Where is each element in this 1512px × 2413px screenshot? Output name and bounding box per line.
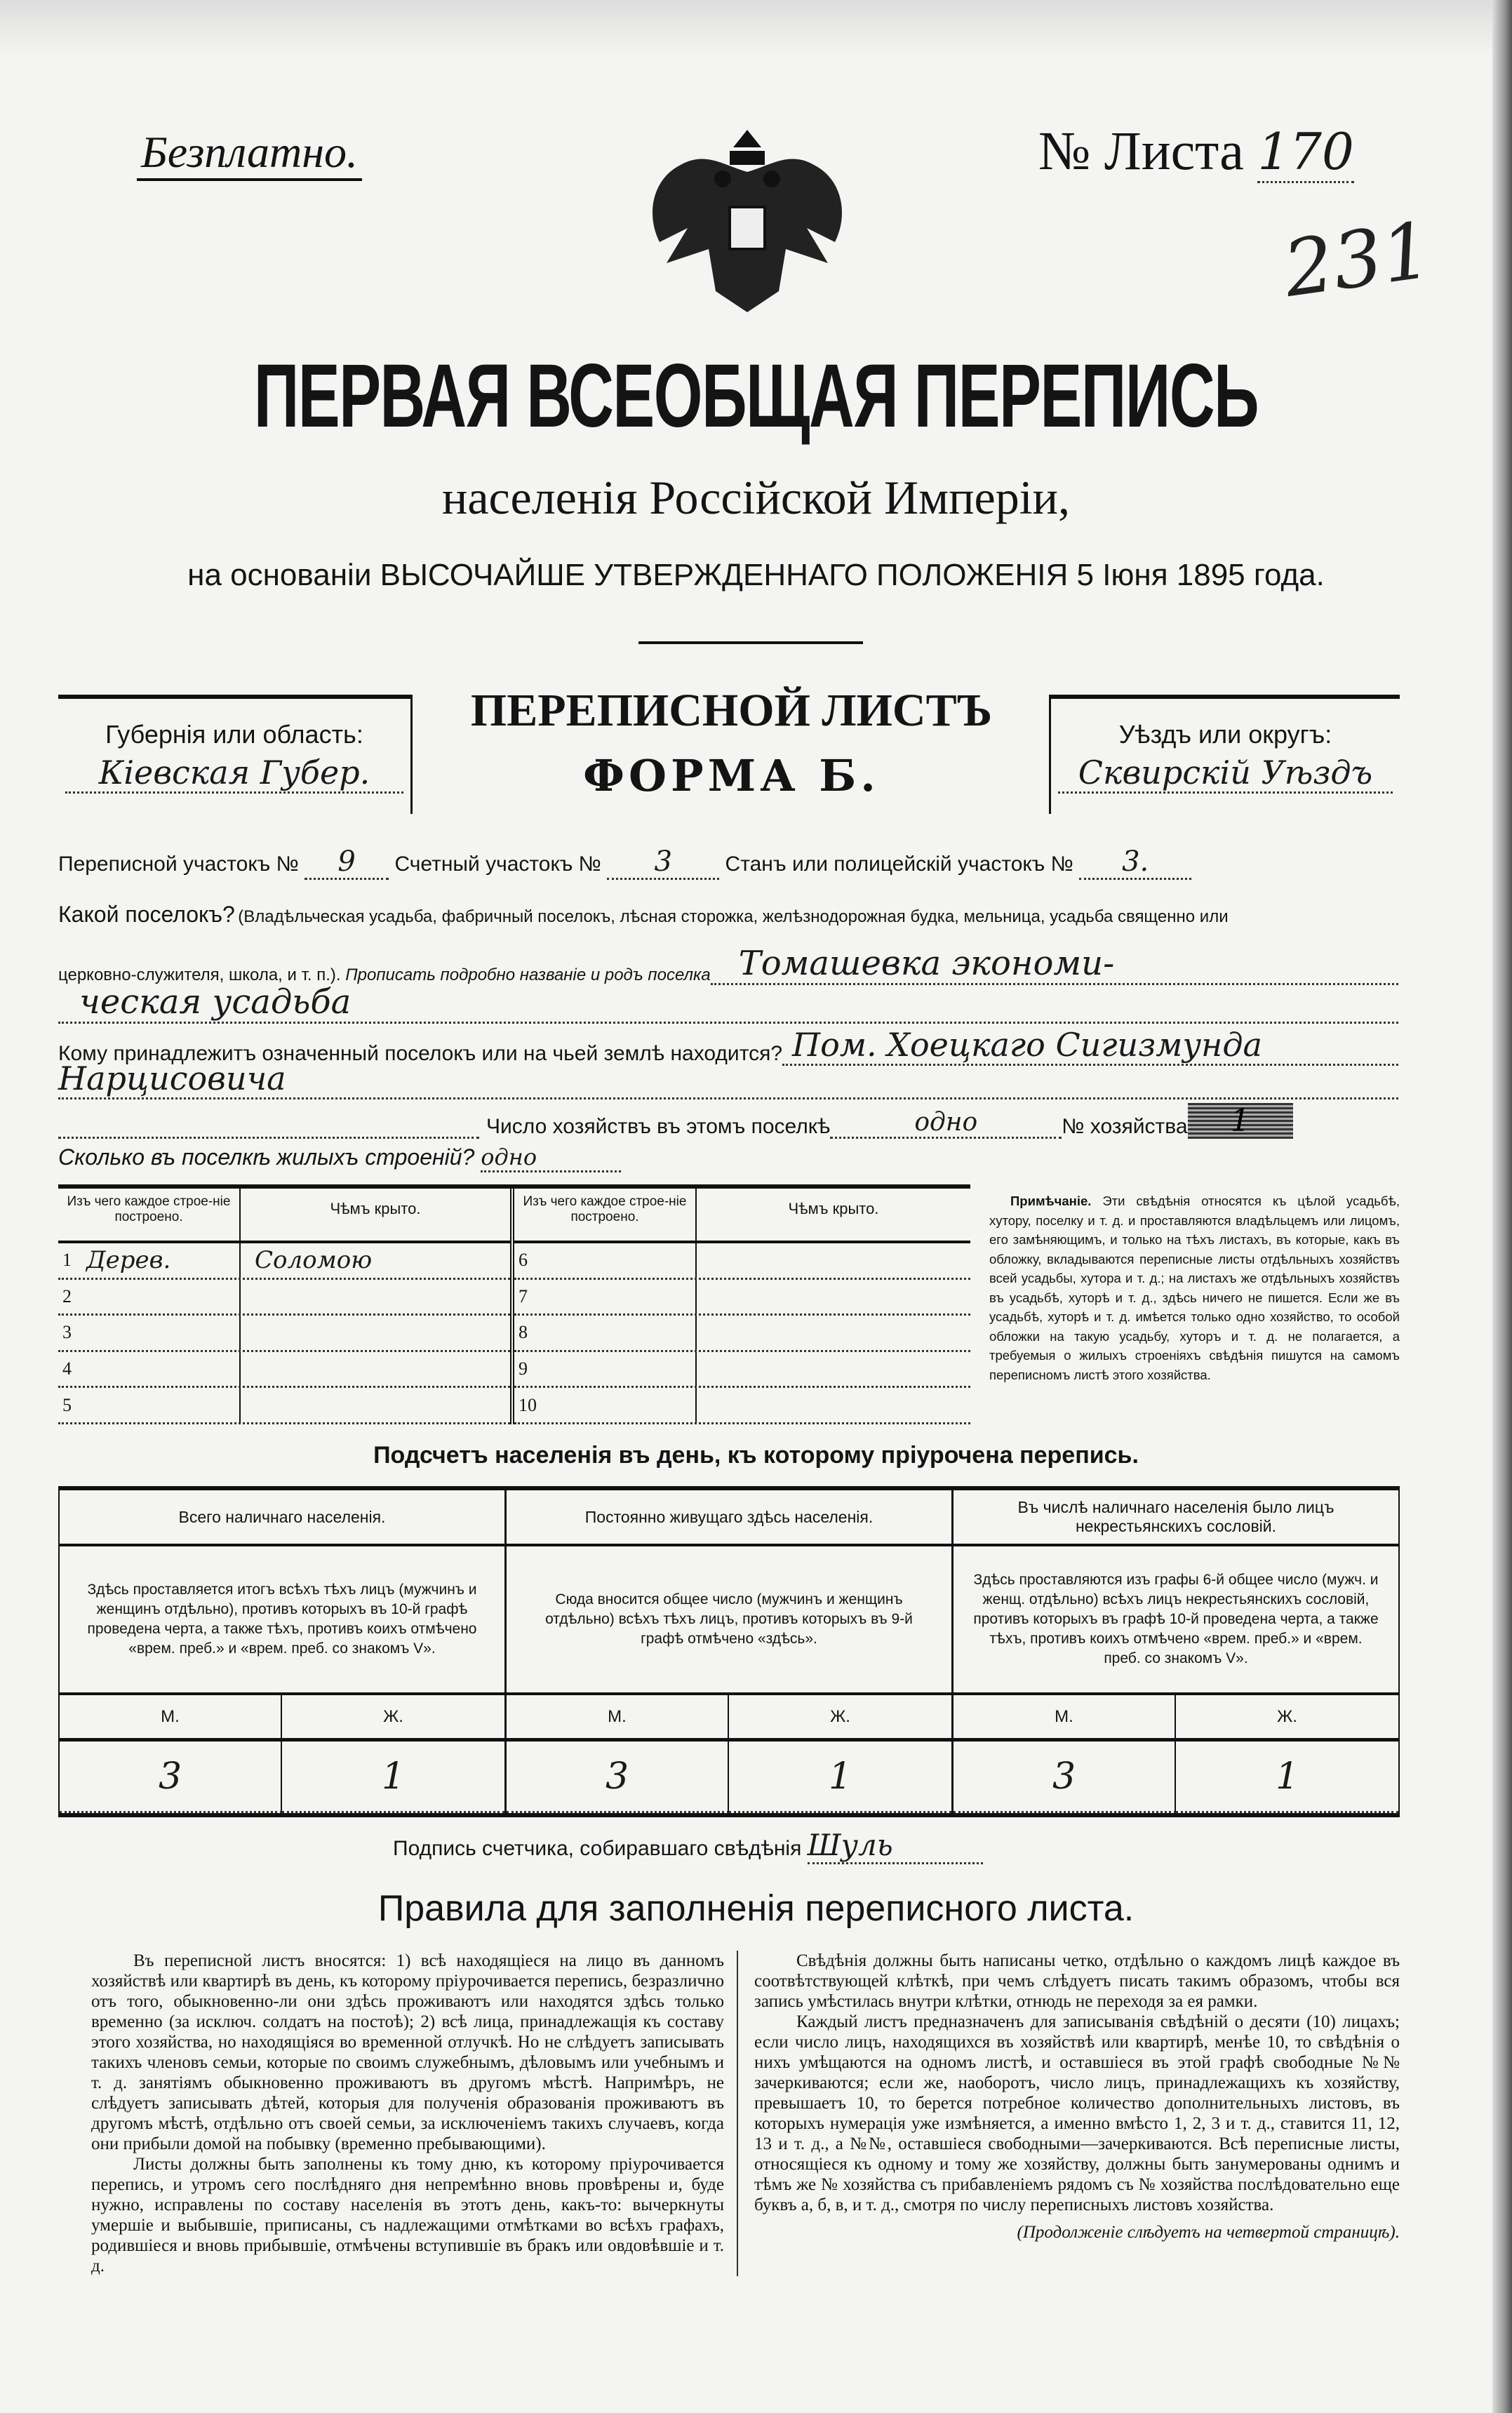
- roof-cell: [697, 1316, 970, 1350]
- table-row: [58, 1388, 510, 1424]
- table-row: [514, 1243, 970, 1280]
- table-row: [58, 1316, 510, 1352]
- police-section-label: Станъ или полицейскій участокъ №: [725, 853, 1073, 876]
- owner-value-2: Нарцисовича: [58, 1060, 1398, 1099]
- rules-left-column: [91, 1951, 738, 2276]
- material-cell: [514, 1280, 697, 1314]
- province-value: Кіевская Губер.: [65, 754, 403, 794]
- row-number: 5: [62, 1394, 72, 1415]
- sheet-title: ПЕРЕПИСНОЙ ЛИСТЪ: [470, 685, 993, 736]
- roof-cell: Соломою: [255, 1246, 373, 1275]
- counter-signature: Шуль: [808, 1828, 983, 1864]
- roof-cell: [697, 1388, 970, 1422]
- settlement-hint-italic: Прописать подробно названіе и родъ поселка: [345, 965, 711, 984]
- buildings-value: одно: [481, 1144, 621, 1172]
- population-group: [60, 1490, 507, 1813]
- rules-heading: Правила для заполненія переписного листа.: [377, 1888, 1135, 1929]
- buildings-row: [58, 1144, 621, 1172]
- material-cell: [514, 1388, 697, 1422]
- household-number-value: 1: [1188, 1103, 1293, 1139]
- female-header: Ж.: [1277, 1706, 1297, 1726]
- rules-paragraph: Свѣдѣнія должны быть написаны четко, отдѣльно о каждомъ лицѣ каждое въ соотвѣтствующей клѣткѣ, при чемъ слѣдуетъ писать такимъ образомъ, чтобы вся запись умѣстилась внутри клѣтки, отнюдь не переходя за ея рамки.: [754, 1951, 1400, 2011]
- buildings-table-left: [58, 1189, 514, 1424]
- settlement-value-2: ческая усадьба: [58, 982, 1398, 1024]
- male-count: 3: [507, 1742, 729, 1813]
- signature-row: [393, 1828, 983, 1864]
- settlement-label: Какой поселокъ?: [58, 902, 235, 927]
- buildings-note: [989, 1191, 1400, 1384]
- buildings-table-header: [514, 1189, 970, 1243]
- count-row: [954, 1742, 1398, 1813]
- female-header: Ж.: [830, 1706, 850, 1726]
- note-text: Эти свѣдѣнія относятся къ цѣлой усадьбѣ, хутору, поселку и т. д. и проставляются владѣльцемъ или лицомъ, его замѣняющимъ, и только на тѣхъ листахъ, въ которые, какъ въ обложку, вкладываются переписные листы отдѣльныхъ хозяйствъ всей усадьбы, хутора и т. д.; на листахъ же отдѣльныхъ хозяйствъ въ усадьбѣ, хуторѣ и т. д., здѣсь ничего не пишется. Если же въ усадьбѣ, хуторѣ и т. д. имѣется только одно хозяйство, то особой обложки на такую усадьбу, хуторъ и т. д. не полагается, а требуемыя о жилыхъ строеніяхъ свѣдѣнія пишутся на самомъ переписномъ листѣ этого хозяйства.: [989, 1194, 1400, 1382]
- settlement-row-2: [58, 944, 1398, 985]
- row-number: 8: [519, 1322, 528, 1343]
- sex-header-row: [954, 1695, 1398, 1742]
- row-number: 4: [62, 1358, 72, 1379]
- sheet-number: [1038, 119, 1354, 182]
- column-material-header: Изъ чего каждое строе-ніе построено.: [514, 1189, 697, 1241]
- material-cell: [514, 1352, 697, 1386]
- settlement-value-1: Томашевка экономи-: [711, 944, 1398, 985]
- table-row: [514, 1280, 970, 1316]
- roof-cell: [697, 1352, 970, 1386]
- section-numbers-row: [58, 845, 1391, 880]
- table-row: [58, 1243, 510, 1280]
- note-heading: Примѣчаніе.: [1010, 1194, 1092, 1208]
- owner-value-1: Пом. Хоецкаго Сигизмунда: [782, 1026, 1398, 1066]
- households-value: одно: [830, 1108, 1062, 1139]
- female-count: 1: [729, 1742, 951, 1813]
- group-title: Въ числѣ наличнаго населенія было лицъ некрестьянскихъ сословій.: [954, 1490, 1398, 1546]
- row-number: 10: [519, 1394, 537, 1415]
- male-header: М.: [507, 1695, 729, 1738]
- population-heading: Подсчетъ населенія въ день, къ которому пріурочена перепись.: [373, 1442, 1139, 1469]
- material-cell: [58, 1388, 241, 1422]
- male-header: М.: [60, 1695, 282, 1738]
- rules-paragraph: Каждый листъ предназначенъ для записыванія свѣдѣній о десяти (10) лицахъ; если число лицъ, находящихся въ хозяйствѣ или квартирѣ, менѣе 10, то свѣдѣнія о нихъ умѣщаются на одномъ листѣ, и оставшіеся въ этой графѣ свободные №№ зачеркиваются; если же, наоборотъ, число лицъ, принадлежащихъ къ хозяйству, превышаетъ 10, то берется потребное количество дополнительныхъ листовъ, въ которыхъ нумерація уже измѣняется, а именно вмѣсто 1, 2, 3 и т. д., ставится 11, 12, 13 и т. д., а №№, оставшіеся свободными—зачеркиваются. Всѣ переписные листы, относящіеся къ одному и тому же хозяйству, должны быть занумерованы однимъ и тѣмъ же № хозяйства съ прибавленіемъ рядомъ съ № хозяйства послѣдовательно еще буквъ а, б, в, и т. д., смотря по числу переписныхъ листовъ хозяйства.: [754, 2012, 1400, 2214]
- column-roof-header: Чѣмъ крыто.: [330, 1200, 421, 1217]
- free-label: Безплатно.: [137, 126, 362, 181]
- material-cell: [58, 1243, 241, 1278]
- female-count: 1: [1176, 1742, 1398, 1813]
- archive-number: 231: [1278, 205, 1437, 314]
- group-title: Постоянно живущаго здѣсь населенія.: [507, 1490, 951, 1546]
- census-section-label: Переписной участокъ №: [58, 853, 299, 876]
- population-group: [954, 1490, 1398, 1813]
- female-count: 1: [282, 1742, 504, 1813]
- imperial-eagle-emblem: [638, 123, 856, 333]
- buildings-label: Сколько въ поселкѣ жилыхъ строеній?: [58, 1144, 475, 1170]
- row-number: 1: [62, 1250, 72, 1271]
- buildings-table-right: [514, 1189, 970, 1424]
- households-label: Число хозяйствъ въ этомъ поселкѣ: [486, 1115, 831, 1138]
- blank-line: [58, 1137, 479, 1139]
- district-label: Уѣздъ или округъ:: [1118, 720, 1332, 749]
- province-box: [58, 695, 413, 814]
- roof-cell: [697, 1243, 970, 1278]
- page-title: ПЕРВАЯ ВСЕОБЩАЯ ПЕРЕПИСЬ: [253, 346, 1259, 446]
- table-row: [514, 1388, 970, 1424]
- sex-header-row: [60, 1695, 504, 1742]
- roof-cell: [241, 1352, 510, 1386]
- legal-basis: на основаніи ВЫСОЧАЙШЕ УТВЕРЖДЕННАГО ПОЛОЖЕНІЯ 5 Іюня 1895 года.: [187, 558, 1325, 592]
- district-value: Сквирскій Уѣздъ: [1058, 754, 1393, 794]
- sheet-number-value: 170: [1257, 122, 1353, 183]
- page-subtitle: населенія Россійской Имперіи,: [441, 471, 1071, 524]
- households-row: [58, 1103, 1398, 1139]
- sheet-title-block: [414, 684, 1049, 801]
- rules-paragraph: Въ переписной листъ вносятся: 1) всѣ находящіеся на лицо въ данномъ хозяйствѣ или квартирѣ въ день, къ которому пріурочивается перепись, безразлично отъ того, обыкновенно-ли они здѣсь проживаютъ или находятся здѣсь только временно (за исключ. солдатъ на постоѣ); 2) всѣ лица, принадлежащія къ составу этого хозяйства, но находящіяся во временной отлучкѣ. Но не слѣдуетъ записывать такихъ членовъ семьи, которые по своимъ служебнымъ, дѣловымъ или учебнымъ и т. д. занятіямъ обыкновенно проживаютъ въ другомъ мѣстѣ. Напримѣръ, не слѣдуетъ записывать дѣтей, которыя для полученія образованія проживаютъ въ другомъ мѣстѣ, отдѣльно отъ своей семьи, за исключеніемъ такихъ случаевъ, когда они прибыли домой на побывку (временно пребывающими).: [91, 1951, 724, 2153]
- sex-header-row: [507, 1695, 951, 1742]
- group-description: Здѣсь проставляются изъ графы 6-й общее число (мужч. и женщ. отдѣльно) всѣхъ лицъ некрестьянскихъ сословій, противъ которыхъ въ графѣ 10-й проведена черта, а также тѣхъ, противъ коихъ отмѣчено «врем. преб.» и «врем. преб. со знакомъ V».: [954, 1546, 1398, 1695]
- table-row: [58, 1352, 510, 1389]
- police-section-value: 3.: [1079, 845, 1191, 880]
- male-header: М.: [954, 1695, 1176, 1738]
- material-cell: [514, 1316, 697, 1350]
- rules-paragraph: Листы должны быть заполнены къ тому дню, къ которому пріурочивается перепись, и утромъ сего послѣдняго дня непремѣнно вновь провѣрены и, буде нужно, исправлены по составу населенія въ этотъ день, какъ-то: вычеркнуты умершіе и выбывшіе, приписаны, съ надлежащими отмѣтками во всѣхъ графахъ, родившіеся и вновь прибывшіе, отмѣчены вступившіе въ бракъ или овдовѣвшіе и т. д.: [91, 2155, 724, 2275]
- row-number: 6: [519, 1250, 528, 1271]
- province-label: Губернія или область:: [105, 720, 363, 749]
- scan-top-shadow: [0, 0, 1512, 56]
- settlement-row: [58, 902, 1398, 928]
- roof-cell: [241, 1388, 510, 1422]
- material-cell: [58, 1280, 241, 1314]
- material-cell: [58, 1316, 241, 1350]
- male-count: 3: [954, 1742, 1176, 1813]
- group-description: Здѣсь проставляется итогъ всѣхъ тѣхъ лицъ (мужчинъ и женщинъ отдѣльно), противъ которыхъ въ 10-й графѣ проведена черта, а также тѣхъ, противъ коихъ отмѣчено «врем. преб.» и «врем. преб. со знакомъ V».: [60, 1546, 504, 1695]
- settlement-hint-2: церковно-служителя, школа, и т. п.).: [58, 965, 341, 984]
- count-section-label: Счетный участокъ №: [394, 853, 601, 876]
- group-description: Сюда вносится общее число (мужчинъ и женщинъ отдѣльно) всѣхъ тѣхъ лицъ, противъ которыхъ въ 9-й графѣ отмѣчено «здѣсь».: [507, 1546, 951, 1695]
- material-cell: [514, 1243, 697, 1278]
- count-section-value: 3: [607, 845, 719, 880]
- column-material-header: Изъ чего каждое строе-ніе построено.: [58, 1189, 241, 1241]
- roof-cell: [697, 1280, 970, 1314]
- table-row: [514, 1352, 970, 1389]
- district-box: [1049, 695, 1400, 814]
- owner-label: Кому принадлежитъ означенный поселокъ или на чьей землѣ находится?: [58, 1042, 783, 1065]
- settlement-hint: (Владѣльческая усадьба, фабричный поселокъ, лѣсная сторожка, желѣзнодорожная будка, мельница, усадьба священно или: [238, 907, 1229, 926]
- buildings-table-header: [58, 1189, 510, 1243]
- material-value: Дерев.: [86, 1246, 171, 1275]
- row-number: 7: [519, 1285, 528, 1306]
- row-number: 3: [62, 1322, 72, 1343]
- male-count: 3: [60, 1742, 282, 1813]
- row-number: 2: [62, 1285, 72, 1306]
- scan-right-edge: [1492, 0, 1512, 2413]
- group-title: Всего наличнаго населенія.: [60, 1490, 504, 1546]
- count-row: [60, 1742, 504, 1813]
- signature-label: Подпись счетчика, собиравшаго свѣдѣнія: [393, 1837, 802, 1860]
- row-number: 9: [519, 1358, 528, 1379]
- population-group: [507, 1490, 954, 1813]
- sheet-number-label: № Листа: [1038, 120, 1244, 181]
- form-name: ФОРМА Б.: [583, 750, 880, 801]
- divider: [638, 641, 863, 644]
- census-section-value: 9: [305, 845, 389, 880]
- rules-right-column: [754, 1951, 1400, 2242]
- roof-cell: [241, 1316, 510, 1350]
- female-header: Ж.: [383, 1706, 403, 1726]
- roof-cell: [241, 1280, 510, 1314]
- material-cell: [58, 1352, 241, 1386]
- table-row: [58, 1280, 510, 1316]
- column-roof-header: Чѣмъ крыто.: [788, 1200, 879, 1217]
- buildings-table: [58, 1184, 970, 1424]
- count-row: [507, 1742, 951, 1813]
- population-table: [58, 1486, 1400, 1817]
- household-number-label: № хозяйства: [1062, 1115, 1188, 1138]
- table-row: [514, 1316, 970, 1352]
- rules-continued: (Продолженіе слѣдуетъ на четвертой страницѣ).: [1017, 2223, 1400, 2242]
